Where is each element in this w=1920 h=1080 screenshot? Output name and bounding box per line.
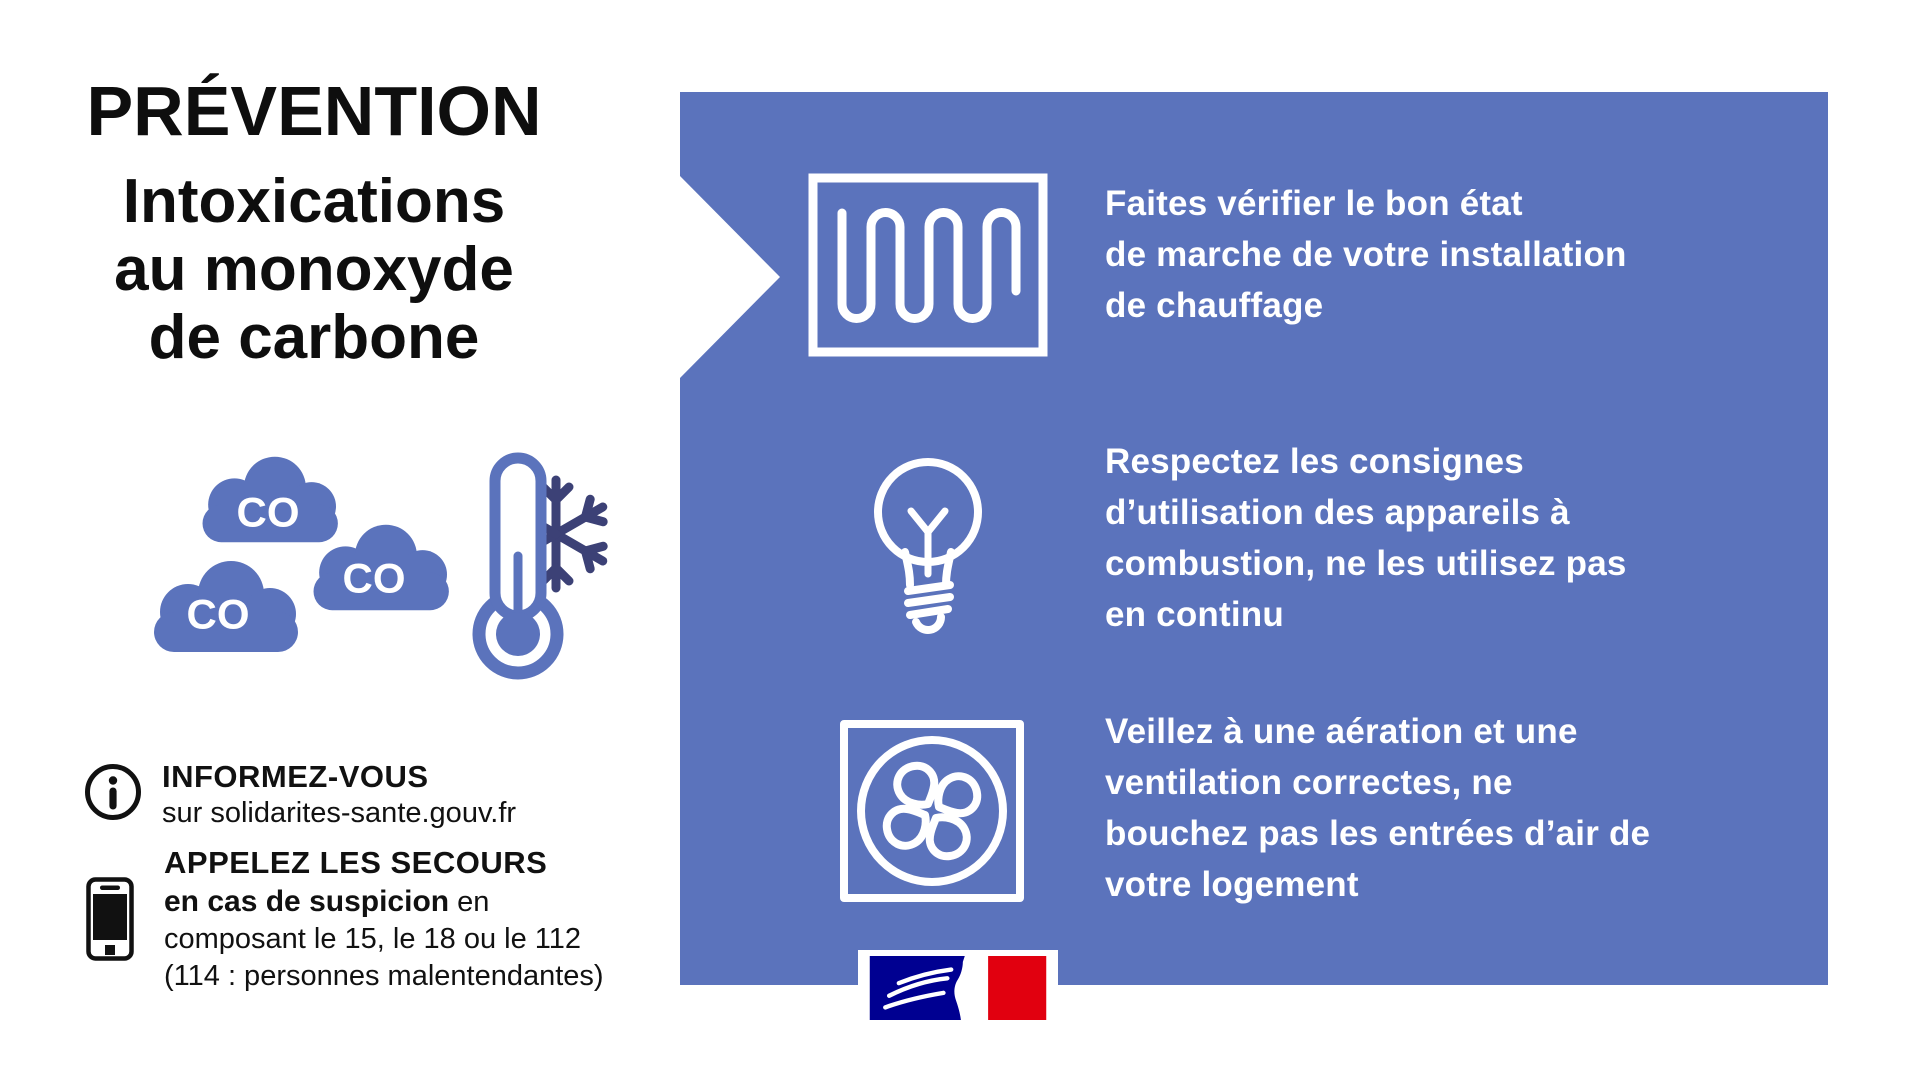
emergency-numbers: composant le 15, le 18 ou le 112 — [164, 923, 582, 955]
co-label: CO — [236, 488, 300, 536]
radiator-icon — [808, 173, 1048, 357]
title-block — [36, 70, 592, 372]
emergency-lead-bold: en cas de suspicion — [164, 885, 450, 918]
tip-ventilation-text — [1105, 706, 1825, 910]
page-kicker: PRÉVENTION — [86, 72, 542, 150]
tip-line: bouchez pas les entrées d’air de — [1105, 814, 1651, 853]
emergency-lead — [164, 883, 634, 921]
info-block — [162, 758, 516, 830]
phone-icon — [86, 877, 134, 961]
fan-icon — [840, 720, 1024, 902]
emergency-deaf-note: (114 : personnes malentendantes) — [164, 960, 604, 992]
page-title-line: au monoxyde — [114, 235, 514, 304]
info-subheading: sur solidarites-sante.gouv.fr — [162, 797, 517, 829]
emergency-lead-rest: en — [449, 886, 490, 918]
marianne-logo — [867, 956, 1049, 1020]
tip-line: ventilation correctes, ne — [1105, 763, 1513, 802]
emergency-block — [164, 843, 634, 995]
tips-panel — [680, 92, 1828, 985]
lightbulb-icon — [870, 454, 992, 640]
tip-line: de marche de votre installation — [1105, 235, 1627, 274]
tip-line: Respectez les consignes — [1105, 442, 1524, 481]
tip-heating-text — [1105, 178, 1825, 331]
tip-line: en continu — [1105, 595, 1284, 634]
panel-arrow-notch — [679, 175, 780, 379]
french-government-logo — [858, 950, 1058, 1026]
tip-appliances-text — [1105, 436, 1825, 640]
emergency-heading: APPELEZ LES SECOURS — [164, 845, 548, 880]
page-title — [36, 168, 592, 372]
info-icon — [84, 763, 142, 821]
co-label: CO — [342, 554, 406, 602]
page-title-line: Intoxications — [122, 167, 506, 236]
co-label: CO — [186, 590, 250, 638]
page-title-line: de carbone — [148, 303, 480, 372]
tip-line: Veillez à une aération et une — [1105, 712, 1578, 751]
tip-line: votre logement — [1105, 865, 1359, 904]
info-heading: INFORMEZ-VOUS — [162, 759, 429, 794]
thermometer-icon — [479, 458, 557, 673]
tip-line: de chauffage — [1105, 286, 1324, 325]
tip-line: Faites vérifier le bon état — [1105, 184, 1523, 223]
tip-line: d’utilisation des appareils à — [1105, 493, 1570, 532]
tip-line: combustion, ne les utilisez pas — [1105, 544, 1627, 583]
co-clouds-thermometer-illustration — [118, 438, 638, 728]
